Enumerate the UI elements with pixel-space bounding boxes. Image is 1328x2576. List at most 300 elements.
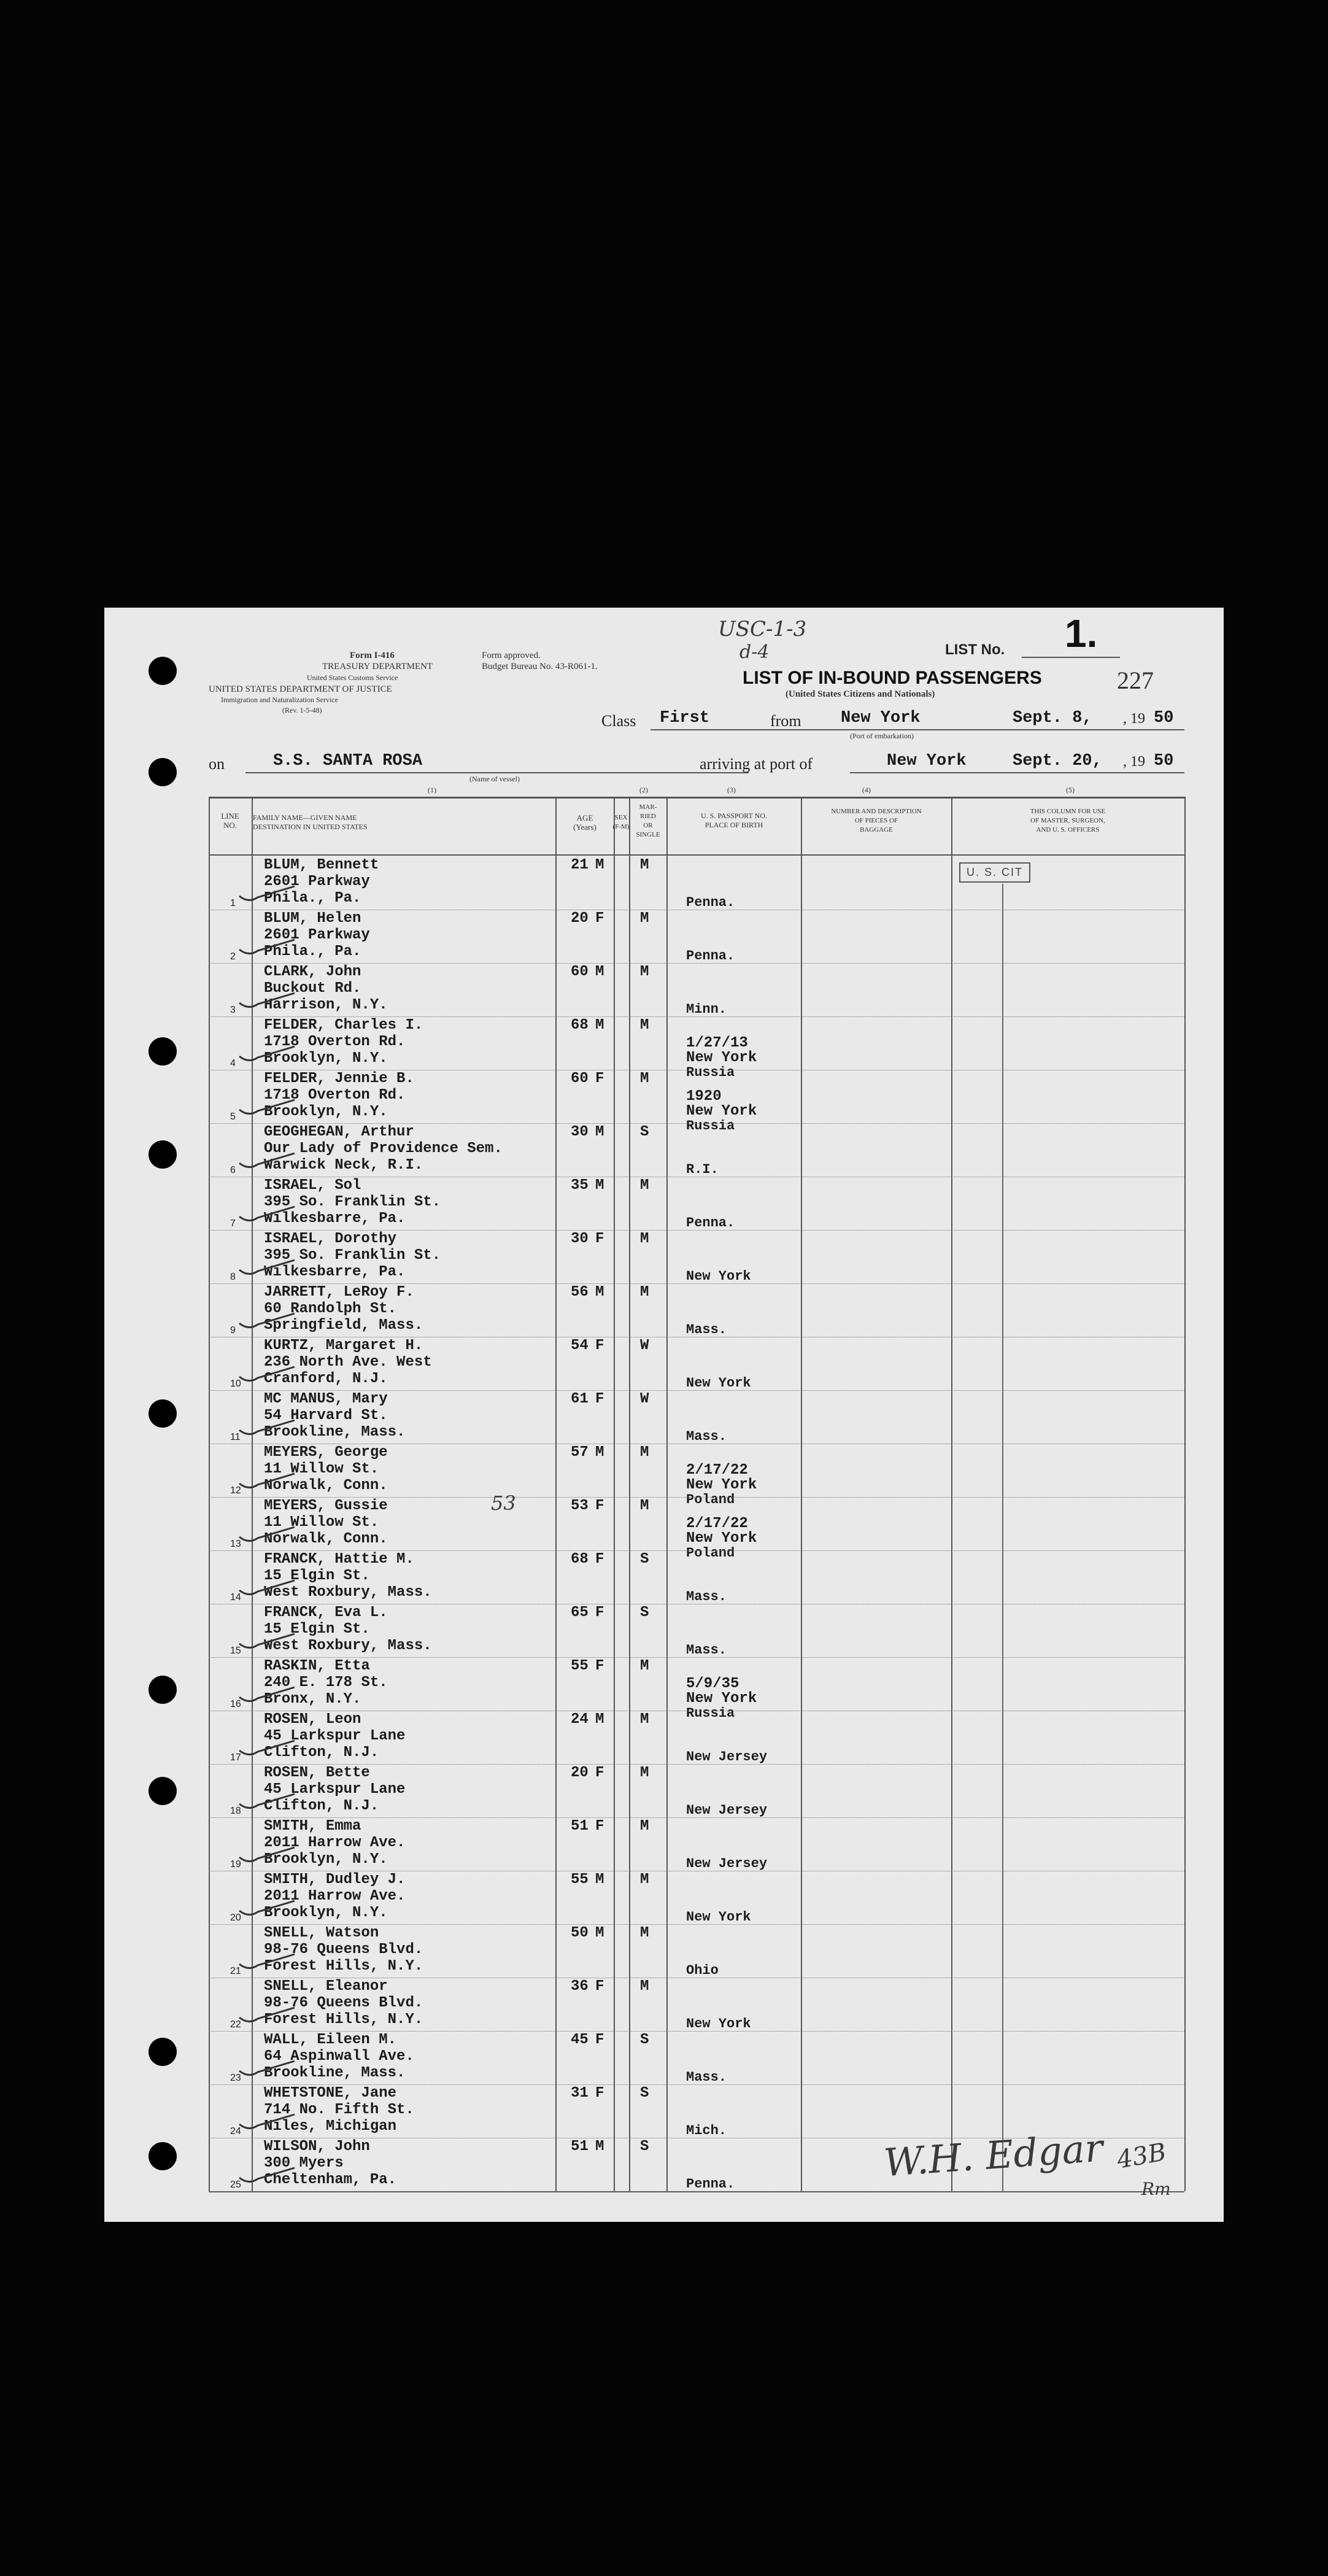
marital-status: M [640,1978,649,1995]
form-number: Form I-416 [350,651,395,660]
passenger-city: Brooklyn, N.Y. [264,1050,388,1067]
passenger-address: 240 E. 178 St. [264,1674,388,1691]
passenger-name: RASKIN, Etta [264,1658,370,1674]
passenger-city: Forest Hills, N.Y. [264,1958,423,1975]
check-mark [239,1313,295,1328]
passenger-sex: F [595,2085,604,2102]
on-label: on [209,755,225,773]
passenger-address: Our Lady of Providence Sem. [264,1140,503,1157]
passenger-sex: M [595,1124,604,1140]
marital-status: M [640,1444,649,1461]
marital-status: S [640,2138,649,2155]
passenger-age: 20 [571,1765,589,1781]
handwritten-vertical-line [1002,884,1003,2191]
marital-status: M [640,964,649,980]
passenger-name: KURTZ, Margaret H. [264,1337,423,1354]
check-mark [239,1580,295,1595]
passenger-sex: F [595,1551,604,1568]
budget-bureau: Budget Bureau No. 43-R061-1. [482,662,598,671]
check-mark [239,2061,295,2075]
embarkation-caption: (Port of embarkation) [850,732,914,740]
line-number: 5 [230,1112,236,1122]
line-number: 2 [230,951,236,962]
check-mark [239,1794,295,1808]
passenger-city: Brookline, Mass. [264,2065,406,2081]
place-of-birth: New Jersey [686,1856,768,1871]
handwritten-code-bottom-2: Rm [1141,2179,1171,2199]
passenger-address: 15 Elgin St. [264,1568,370,1584]
passenger-address: 11 Willow St. [264,1461,379,1477]
passenger-sex: F [595,1604,604,1621]
passenger-age: 57 [571,1444,589,1461]
passenger-sex: M [595,857,604,873]
col-divider [209,797,210,2191]
passenger-sex: F [595,1818,604,1835]
passenger-age: 51 [571,2138,589,2155]
inspector-signature: W.H. Edgar [882,2125,1105,2186]
passenger-name: MEYERS, Gussie [264,1498,388,1514]
line-number: 3 [230,1005,236,1015]
binder-hole [149,1140,177,1169]
page-stamp-number: 227 [1117,667,1154,694]
passenger-name: ROSEN, Bette [264,1765,370,1781]
form-revision: (Rev. 1-5-48) [282,706,322,714]
check-mark [239,2008,295,2022]
passenger-name: MEYERS, George [264,1444,388,1461]
passenger-address: 64 Aspinwall Ave. [264,2048,414,2065]
passenger-sex: M [595,1284,604,1301]
passenger-address: 2011 Harrow Ave. [264,1888,406,1905]
line-number: 13 [230,1539,241,1549]
passport-place: New York [686,1050,757,1066]
binder-hole [149,1037,177,1066]
passport-place: New York [686,1530,757,1547]
handwritten-code-bottom: 43B [1114,2138,1168,2175]
passenger-name: JARRETT, LeRoy F. [264,1284,414,1301]
check-mark [239,1046,295,1061]
passenger-sex: M [595,1444,604,1461]
binder-hole [149,758,177,786]
passenger-age: 21 [571,857,589,873]
passenger-name: SNELL, Eleanor [264,1978,388,1995]
passenger-sex: F [595,1337,604,1354]
form-subtitle: (United States Citizens and Nationals) [786,689,935,699]
passenger-city: Cheltenham, Pa. [264,2172,397,2188]
vessel-rule [245,772,749,773]
place-of-birth: R.I. [686,1162,719,1177]
passenger-sex: M [595,1711,604,1728]
passenger-manifest-page [104,608,1224,2222]
form-title: LIST OF IN-BOUND PASSENGERS [743,668,1042,688]
passenger-age: 55 [571,1871,589,1888]
passenger-age: 53 [571,1498,589,1514]
line-number: 19 [230,1859,241,1870]
binder-hole [149,2142,177,2170]
passenger-city: Brooklyn, N.Y. [264,1104,388,1120]
arriving-label: arriving at port of [700,755,813,773]
line-number: 20 [230,1913,241,1923]
passport-date: 5/9/35 [686,1676,739,1692]
passenger-city: Brooklyn, N.Y. [264,1851,388,1868]
list-no-value: 1. [1065,611,1098,656]
marital-status: M [640,1284,649,1301]
marital-status: S [640,1551,649,1568]
line-number: 11 [230,1432,241,1442]
class-value: First [660,709,710,727]
header-name: FAMILY NAME—GIVEN NAME DESTINATION IN UNITED STATES [253,813,368,831]
col-num-3: (3) [727,786,736,794]
check-mark [239,1527,295,1541]
handwritten-age-note: 53 [491,1491,516,1515]
binder-hole [149,1676,177,1704]
passenger-city: Springfield, Mass. [264,1317,423,1334]
passenger-age: 31 [571,2085,589,2102]
passenger-name: FRANCK, Eva L. [264,1604,388,1621]
marital-status: M [640,1070,649,1087]
line-number: 15 [230,1646,241,1656]
customs-service: United States Customs Service [307,673,398,682]
passenger-address: 98-76 Queens Blvd. [264,1941,423,1958]
check-mark [239,1207,295,1221]
passenger-city: Clifton, N.J. [264,1798,379,1814]
passenger-name: FELDER, Charles I. [264,1017,423,1034]
passenger-age: 50 [571,1925,589,1941]
passenger-age: 30 [571,1231,589,1247]
us-citizen-stamp: U. S. CIT [959,862,1030,883]
check-mark [239,1634,295,1648]
passenger-age: 36 [571,1978,589,1995]
marital-status: M [640,857,649,873]
line-number: 4 [230,1058,236,1069]
passenger-city: Warwick Neck, R.I. [264,1157,423,1174]
passenger-name: SNELL, Watson [264,1925,379,1941]
header-age: AGE (Years) [573,813,596,832]
passport-date: 2/17/22 [686,1462,748,1479]
header-line-no: LINE NO. [221,811,239,830]
passenger-name: WHETSTONE, Jane [264,2085,397,2102]
class-label: Class [601,712,636,730]
vessel-name: S.S. SANTA ROSA [273,752,423,770]
table-top-rule [209,797,1184,799]
line-number: 16 [230,1699,241,1709]
passenger-sex: F [595,2032,604,2048]
passenger-sex: F [595,1070,604,1087]
col-num-5: (5) [1066,786,1075,794]
passenger-address: 2601 Parkway [264,873,370,890]
place-of-birth: Mass. [686,1642,727,1658]
passenger-city: Bronx, N.Y. [264,1691,361,1708]
passenger-age: 20 [571,910,589,927]
passenger-sex: F [595,1658,604,1674]
passenger-name: FELDER, Jennie B. [264,1070,414,1087]
passenger-city: Phila., Pa. [264,943,361,960]
passenger-name: SMITH, Emma [264,1818,361,1835]
place-of-birth: New Jersey [686,1749,768,1765]
passenger-city: Brookline, Mass. [264,1424,406,1441]
from-value: New York [841,709,921,727]
passenger-city: Niles, Michigan [264,2118,397,2135]
place-of-birth: Mass. [686,1589,727,1604]
list-no-label: LIST No. [945,641,1005,658]
marital-status: M [640,1818,649,1835]
passenger-address: 54 Harvard St. [264,1407,388,1424]
col-num-1: (1) [428,786,436,794]
place-of-birth: New York [686,1375,751,1391]
check-mark [239,1901,295,1915]
passenger-address: 714 No. Fifth St. [264,2102,414,2118]
embark-date: Sept. 8, [1013,709,1092,727]
header-officers: THIS COLUMN FOR USE OF MASTER, SURGEON, AND U. S. OFFICERS [1030,808,1106,834]
passenger-address: 300 Myers [264,2155,344,2172]
line-number: 1 [230,898,236,908]
vessel-caption: (Name of vessel) [469,775,520,783]
line-number: 8 [230,1272,236,1282]
passenger-name: ISRAEL, Sol [264,1177,361,1194]
check-mark [239,1260,295,1274]
marital-status: S [640,2085,649,2102]
passenger-age: 54 [571,1337,589,1354]
marital-status: W [640,1391,649,1407]
check-mark [239,1474,295,1488]
marital-status: S [640,2032,649,2048]
check-mark [239,2114,295,2129]
check-mark [239,1420,295,1434]
passenger-name: ROSEN, Leon [264,1711,361,1728]
arrival-date: Sept. 20, [1013,752,1102,770]
form-approved: Form approved. [482,651,541,660]
line-number: 7 [230,1218,236,1229]
header-sex: SEX (F-M) [612,814,630,830]
from-label: from [770,712,801,730]
passenger-sex: F [595,1978,604,1995]
line-number: 10 [230,1379,241,1389]
passenger-age: 45 [571,2032,589,2048]
passenger-sex: M [595,2138,604,2155]
check-mark [239,1847,295,1862]
passenger-sex: M [595,964,604,980]
check-mark [239,1687,295,1701]
line-number: 9 [230,1325,236,1336]
header-married: MAR- RIED OR SINGLE [636,803,660,838]
passenger-sex: M [595,1925,604,1941]
passenger-sex: F [595,1498,604,1514]
passenger-name: BLUM, Bennett [264,857,379,873]
passenger-address: 11 Willow St. [264,1514,379,1531]
check-mark [239,1741,295,1755]
line-number: 6 [230,1165,236,1175]
passenger-name: MC MANUS, Mary [264,1391,388,1407]
place-of-birth: New York [686,2016,751,2032]
passenger-sex: M [595,1177,604,1194]
from-rule [822,729,1013,730]
list-no-rule [1022,657,1120,658]
place-of-birth: Penna. [686,2176,735,2192]
binder-hole [149,1399,177,1428]
place-of-birth: Russia [686,1065,735,1080]
place-of-birth: Penna. [686,895,735,910]
passenger-address: 2601 Parkway [264,927,370,943]
passenger-address: 15 Elgin St. [264,1621,370,1638]
passenger-age: 60 [571,1070,589,1087]
passenger-city: Forest Hills, N.Y. [264,2011,423,2028]
place-of-birth: Russia [686,1706,735,1721]
passenger-city: West Roxbury, Mass. [264,1638,432,1654]
check-mark [239,886,295,900]
place-of-birth: New York [686,1909,751,1925]
table-header-rule [209,854,1184,856]
place-of-birth: Russia [686,1118,735,1134]
place-of-birth: Mich. [686,2123,727,2138]
passenger-address: 45 Larkspur Lane [264,1728,406,1744]
passenger-address: 1718 Overton Rd. [264,1034,406,1050]
check-mark [239,1153,295,1167]
line-number: 24 [230,2126,241,2137]
check-mark [239,940,295,954]
place-of-birth: Mass. [686,2070,727,2085]
line-number: 23 [230,2073,241,2083]
passenger-city: Cranford, N.J. [264,1371,388,1387]
passenger-sex: M [595,1017,604,1034]
passenger-address: 236 North Ave. West [264,1354,432,1371]
embark-rule [1006,729,1184,730]
line-number: 21 [230,1966,241,1976]
check-mark [239,2168,295,2182]
check-mark [239,993,295,1007]
passenger-age: 30 [571,1124,589,1140]
line-number: 14 [230,1592,241,1603]
passenger-address: 395 So. Franklin St. [264,1194,441,1210]
marital-status: S [640,1124,649,1140]
place-of-birth: Poland [686,1492,735,1507]
passenger-city: Phila., Pa. [264,890,361,907]
line-number: 18 [230,1806,241,1816]
binder-hole [149,2038,177,2066]
passenger-address: 2011 Harrow Ave. [264,1835,406,1851]
passenger-city: Harrison, N.Y. [264,997,388,1013]
marital-status: W [640,1337,649,1354]
passenger-age: 35 [571,1177,589,1194]
marital-status: M [640,1765,649,1781]
marital-status: M [640,1925,649,1941]
passenger-name: ISRAEL, Dorothy [264,1231,397,1247]
passenger-age: 61 [571,1391,589,1407]
arrival-port: New York [887,752,967,770]
place-of-birth: Penna. [686,948,735,964]
passport-place: New York [686,1477,757,1493]
place-of-birth: New York [686,1269,751,1284]
check-marks-overlay [227,859,994,2197]
passport-place: New York [686,1690,757,1707]
passenger-name: SMITH, Dudley J. [264,1871,406,1888]
col-divider [1184,797,1186,2191]
col-num-4: (4) [862,786,871,794]
header-passport: U. S. PASSPORT NO. PLACE OF BIRTH [701,811,767,829]
passenger-address: 45 Larkspur Lane [264,1781,406,1798]
passenger-sex: M [595,1871,604,1888]
arrival-year-prefix: , 19 [1123,754,1145,770]
passenger-city: Norwalk, Conn. [264,1477,388,1494]
passenger-name: WILSON, John [264,2138,370,2155]
place-of-birth: Ohio [686,1963,719,1978]
passenger-age: 65 [571,1604,589,1621]
passport-place: New York [686,1103,757,1120]
passenger-age: 60 [571,964,589,980]
marital-status: M [640,1711,649,1728]
marital-status: M [640,1498,649,1514]
passport-date: 2/17/22 [686,1515,748,1532]
passenger-age: 56 [571,1284,589,1301]
passenger-name: WALL, Eileen M. [264,2032,397,2048]
ins-service: Immigration and Naturalization Service [221,695,338,704]
justice-dept: UNITED STATES DEPARTMENT OF JUSTICE [209,684,392,694]
passenger-name: GEOGHEGAN, Arthur [264,1124,414,1140]
check-mark [239,1100,295,1114]
check-mark [239,1367,295,1381]
passenger-address: 395 So. Franklin St. [264,1247,441,1264]
marital-status: M [640,1231,649,1247]
place-of-birth: Penna. [686,1215,735,1231]
marital-status: M [640,1658,649,1674]
line-number: 25 [230,2180,241,2190]
binder-hole [149,657,177,685]
embark-year: 50 [1154,709,1174,727]
marital-status: M [640,910,649,927]
passenger-name: FRANCK, Hattie M. [264,1551,414,1568]
header-baggage: NUMBER AND DESCRIPTION OF PIECES OF BAGGAGE [831,808,922,834]
passenger-age: 55 [571,1658,589,1674]
passenger-city: Norwalk, Conn. [264,1531,388,1547]
line-number: 12 [230,1485,241,1496]
treasury-dept: TREASURY DEPARTMENT [322,662,433,671]
arrival-rule [850,772,1184,773]
place-of-birth: Poland [686,1545,735,1561]
passenger-city: Brooklyn, N.Y. [264,1905,388,1921]
col-num-2: (2) [639,786,648,794]
marital-status: M [640,1871,649,1888]
handwritten-code-2: d-4 [739,641,770,663]
marital-status: M [640,1177,649,1194]
passenger-age: 51 [571,1818,589,1835]
passenger-city: West Roxbury, Mass. [264,1584,432,1601]
passenger-address: 98-76 Queens Blvd. [264,1995,423,2011]
passport-date: 1920 [686,1088,722,1105]
embark-year-prefix: , 19 [1123,711,1145,727]
handwritten-code: USC-1-3 [718,617,807,641]
place-of-birth: Mass. [686,1322,727,1337]
passenger-address: Buckout Rd. [264,980,361,997]
passenger-address: 1718 Overton Rd. [264,1087,406,1104]
place-of-birth: Minn. [686,1002,727,1017]
passenger-name: BLUM, Helen [264,910,361,927]
passenger-sex: F [595,910,604,927]
passenger-name: CLARK, John [264,964,361,980]
passenger-age: 68 [571,1551,589,1568]
line-number: 22 [230,2019,241,2030]
passenger-address: 60 Randolph St. [264,1301,397,1317]
passenger-city: Wilkesbarre, Pa. [264,1264,406,1280]
arrival-year: 50 [1154,752,1174,770]
passenger-sex: F [595,1231,604,1247]
marital-status: S [640,1604,649,1621]
passport-date: 1/27/13 [686,1035,748,1051]
place-of-birth: New Jersey [686,1803,768,1818]
passenger-age: 68 [571,1017,589,1034]
passenger-sex: F [595,1765,604,1781]
marital-status: M [640,1017,649,1034]
passenger-city: Clifton, N.J. [264,1744,379,1761]
passenger-sex: F [595,1391,604,1407]
binder-hole [149,1777,177,1805]
